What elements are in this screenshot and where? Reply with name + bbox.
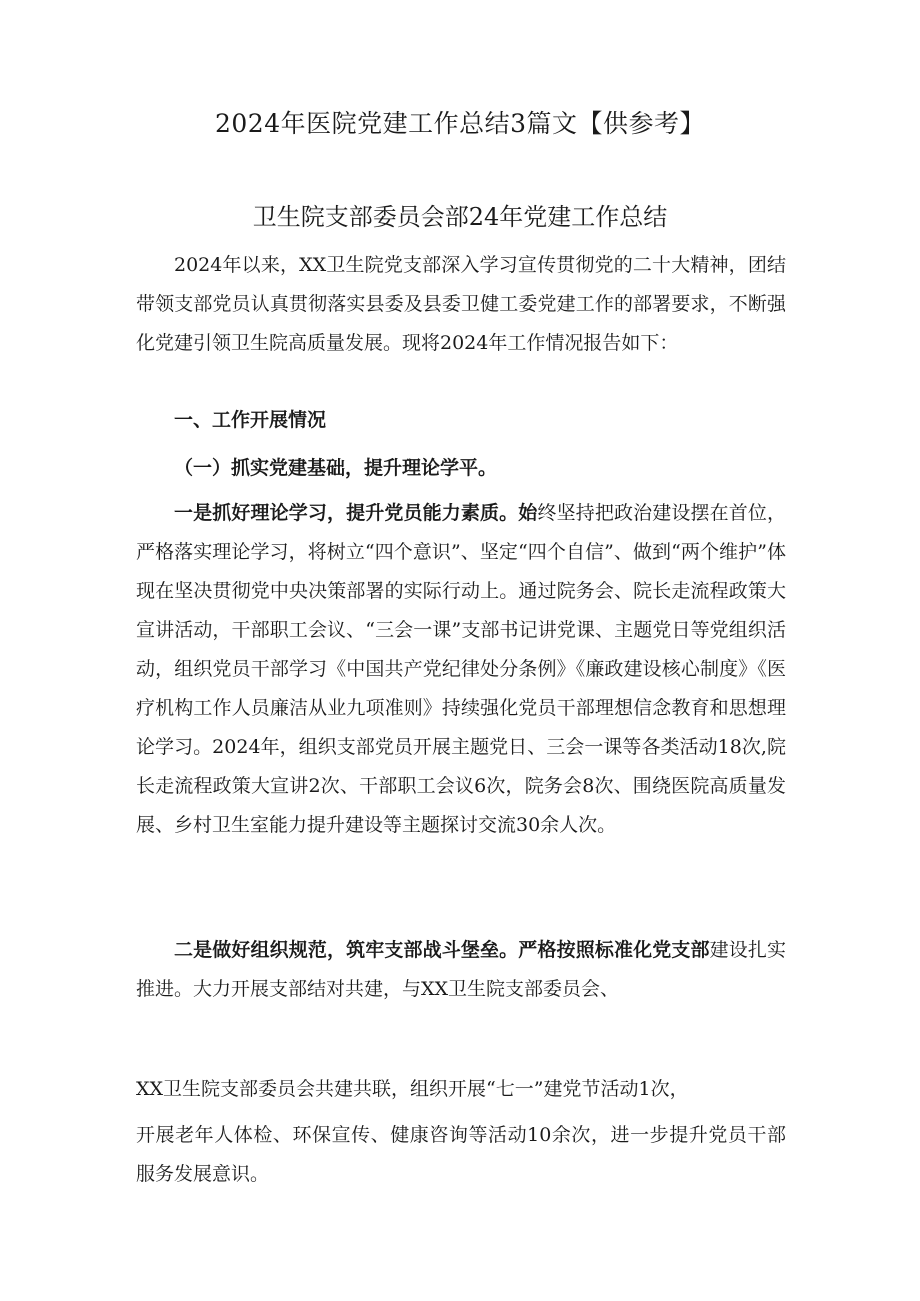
- intro-paragraph: 2024年以来，XX卫生院党支部深入学习宣传贯彻党的二十大精神，团结带领支部党员认真贯彻落实县委及县委卫健工委党建工作的部署要求，不断强化党建引领卫生院高质量发展。现将2024年工作情况报告如下：: [136, 254, 786, 354]
- paragraph-lead-bold: 一是抓好理论学习，提升党员能力素质。始: [174, 502, 538, 524]
- paragraph-organization: [136, 931, 786, 1009]
- heading-party-foundation: （一）抓实党建基础，提升理论学平。: [174, 457, 498, 479]
- paragraph-text: 终坚持把政治建设摆在首位，严格落实理论学习，将树立“四个意识”、坚定“四个自信”、做到“两个维护”体现在坚决贯彻党中央决策部署的实际行动上。通过院务会、院长走流程政策大宣讲活动，干部职工会议、“三会一课”支部书记讲党课、主题党日等党组织活动，组织党员干部学习《中国共产党纪律处分条例》《廉政建设核心制度》《医疗机构工作人员廉洁从业九项准则》持续强化党员干部理想信念教育和思想理论学习。2024年，组织支部党员开展主题党日、三会一课等各类活动18次,院长走流程政策大宣讲2次、干部职工会议6次，院务会8次、围绕医院高质量发展、乡村卫生室能力提升建设等主题探讨交流30余人次。: [136, 502, 786, 836]
- paragraph-text: 建设扎实推进。大力开展支部结对共建，与XX卫生院支部委员会、: [136, 939, 786, 1000]
- heading-work-status: 一、工作开展情况: [174, 409, 327, 431]
- section-title: 卫生院支部委员会部24年党建工作总结: [252, 203, 668, 231]
- document-title: 2024年医院党建工作总结3篇文【供参考】: [214, 109, 706, 138]
- paragraph-lead-bold: 二是做好组织规范，筑牢支部战斗堡垒。严格按照标准化党支部: [174, 939, 710, 961]
- paragraph-line: XX卫生院支部委员会共建共联，组织开展“七一”建党节活动1次，: [136, 1078, 689, 1100]
- paragraph-activities: 开展老年人体检、环保宣传、健康咨询等活动10余次，进一步提升党员干部服务发展意识。: [136, 1124, 786, 1185]
- paragraph-theory-study: [136, 494, 786, 845]
